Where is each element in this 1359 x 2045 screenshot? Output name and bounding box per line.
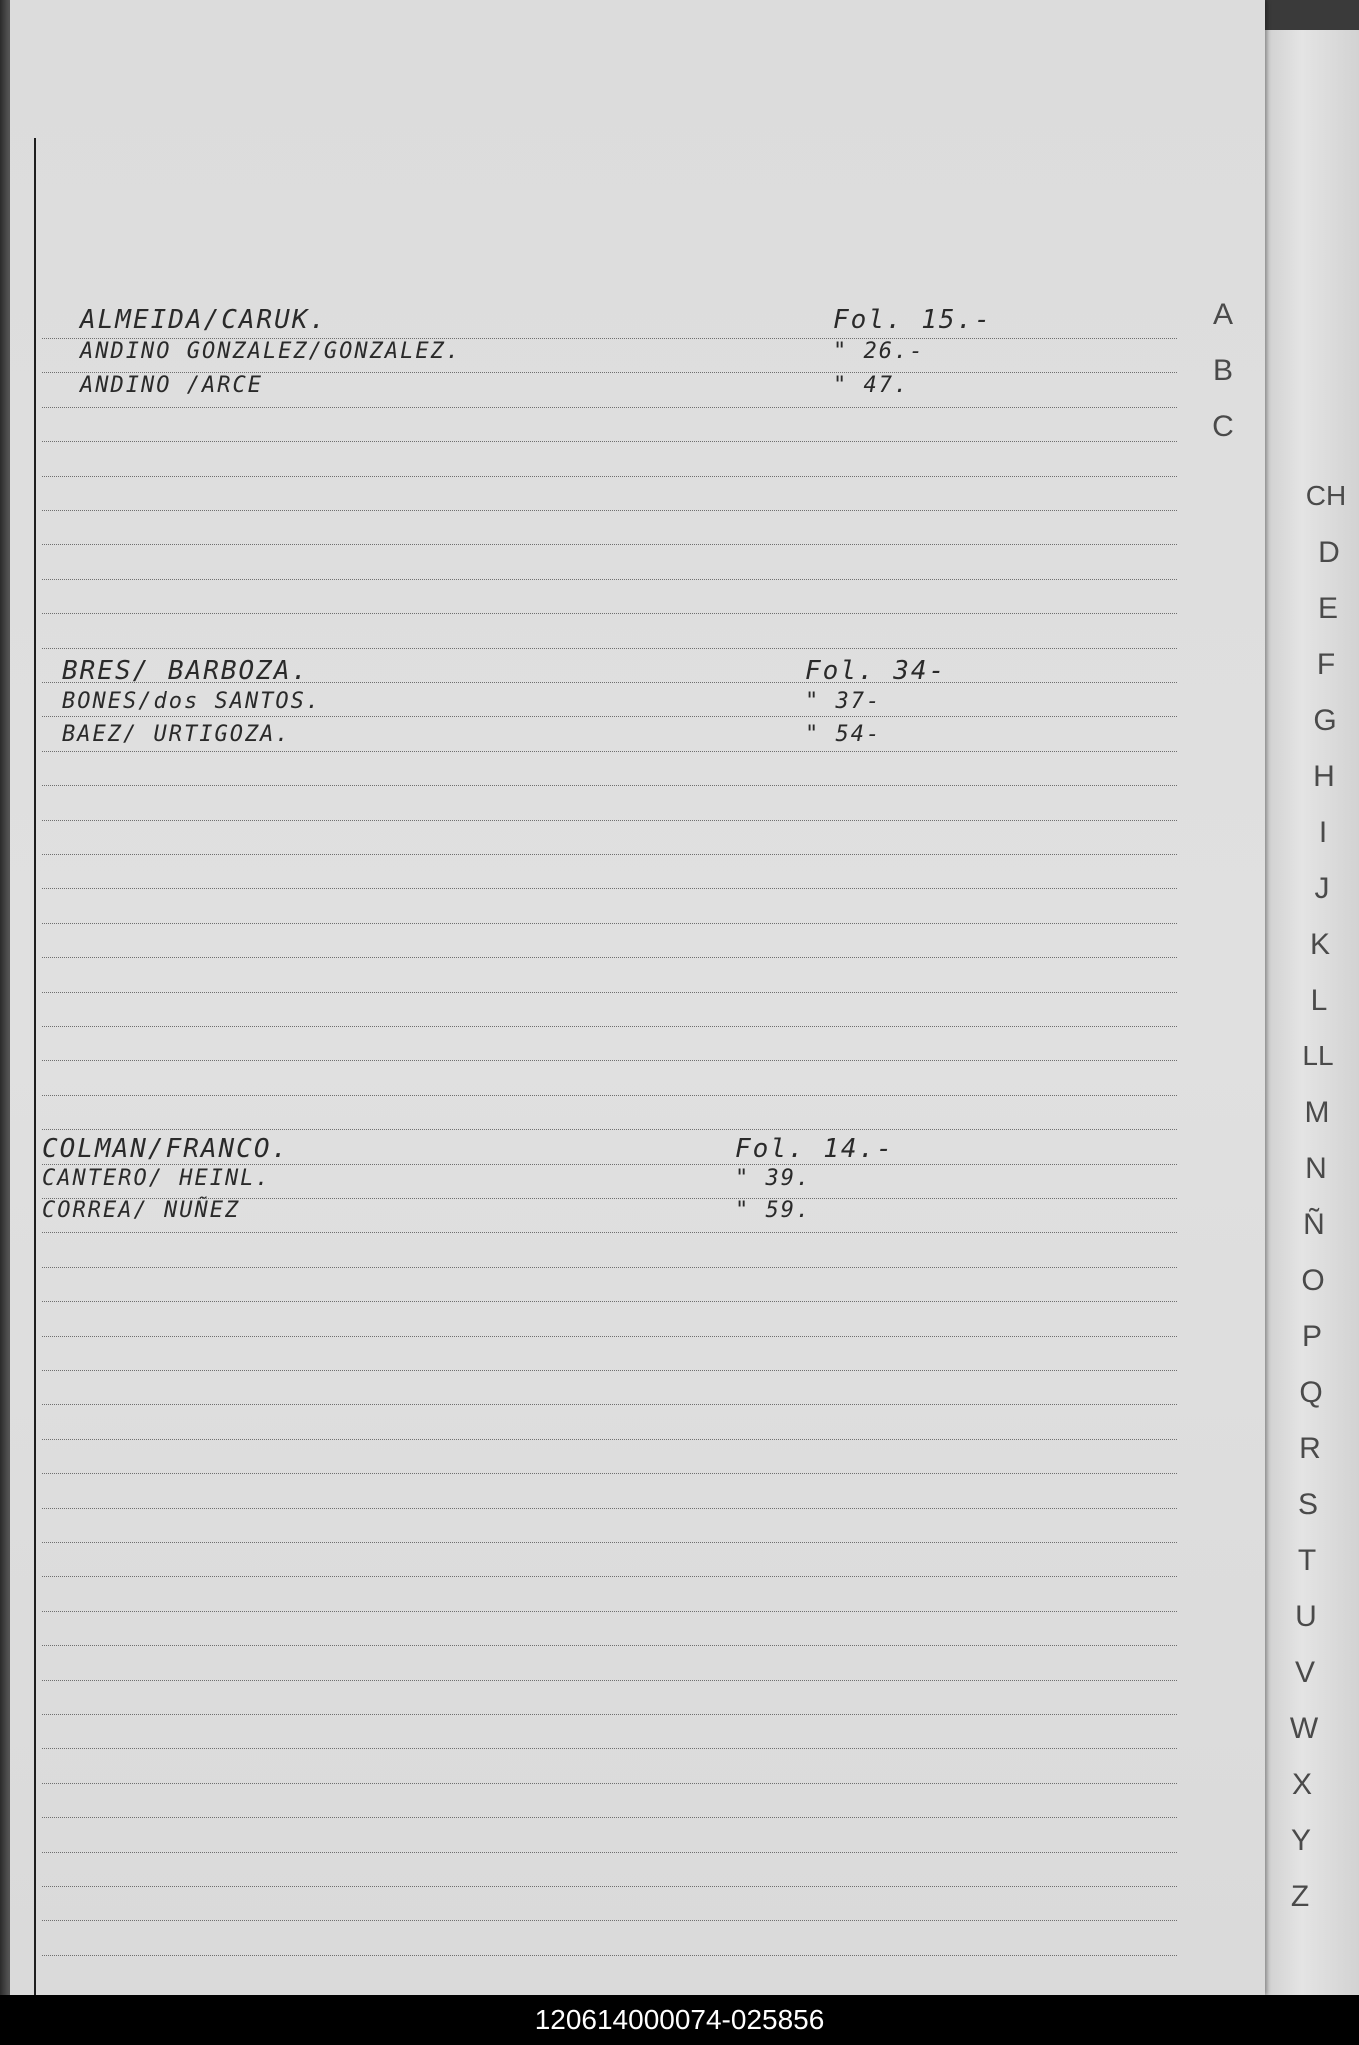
ruled-line <box>42 1920 1177 1921</box>
entry-name: CANTERO/ HEINL. <box>42 1166 271 1191</box>
entry-folio: " 26.- <box>833 339 925 364</box>
index-entry <box>10 722 1170 758</box>
entry-folio: " 54- <box>805 722 882 747</box>
tab-ch[interactable]: CH <box>1305 480 1347 511</box>
tab-j[interactable]: J <box>1314 872 1330 905</box>
tab-a[interactable]: A <box>1212 298 1233 331</box>
ruled-line <box>42 854 1177 855</box>
entry-folio: " 39. <box>735 1166 812 1191</box>
entry-name: COLMAN/FRANCO. <box>42 1134 290 1164</box>
ruled-line <box>42 1852 1177 1853</box>
ruled-line <box>42 888 1177 889</box>
entry-name: ANDINO /ARCE <box>80 373 263 398</box>
ruled-line <box>42 1026 1177 1027</box>
tab-z[interactable]: Z <box>1290 1880 1310 1913</box>
margin-line <box>34 138 36 1995</box>
tab-n[interactable]: N <box>1305 1152 1327 1185</box>
ruled-line <box>42 1714 1177 1715</box>
tab-o[interactable]: O <box>1301 1264 1325 1297</box>
ruled-line <box>42 1060 1177 1061</box>
ruled-line <box>42 648 1177 649</box>
tab-x[interactable]: X <box>1291 1768 1312 1801</box>
ruled-line <box>42 544 1177 545</box>
tab-k[interactable]: K <box>1309 928 1330 961</box>
ruled-line <box>42 1129 1177 1130</box>
tab-l[interactable]: L <box>1310 984 1328 1017</box>
ruled-line <box>42 476 1177 477</box>
tab-g[interactable]: G <box>1313 704 1337 737</box>
footer-bar <box>0 1995 1359 2045</box>
tab-e[interactable]: E <box>1317 592 1338 625</box>
ruled-line <box>42 992 1177 993</box>
ruled-line <box>42 579 1177 580</box>
ruled-line <box>42 1817 1177 1818</box>
entry-name: ALMEIDA/CARUK. <box>80 305 328 335</box>
entry-folio: Fol. 34- <box>805 656 947 686</box>
ruled-line <box>42 1955 1177 1956</box>
entry-folio: Fol. 15.- <box>833 305 992 335</box>
ruled-line <box>42 1611 1177 1612</box>
entry-name: CORREA/ NUÑEZ <box>42 1198 241 1223</box>
tab-ll[interactable]: LL <box>1302 1040 1334 1071</box>
entry-folio: " 59. <box>735 1198 812 1223</box>
index-entry <box>10 656 1170 692</box>
tab-m[interactable]: M <box>1304 1096 1330 1129</box>
ruled-line <box>42 613 1177 614</box>
ruled-line <box>42 1439 1177 1440</box>
tab-t[interactable]: T <box>1297 1544 1317 1577</box>
ruled-line <box>42 1680 1177 1681</box>
tab-u[interactable]: U <box>1295 1600 1317 1633</box>
ruled-line <box>42 1542 1177 1543</box>
tab-h[interactable]: H <box>1313 760 1335 793</box>
tab-r[interactable]: R <box>1299 1432 1321 1465</box>
ruled-line <box>42 957 1177 958</box>
tab-q[interactable]: Q <box>1299 1376 1323 1409</box>
ruled-line <box>42 1336 1177 1337</box>
tab-y[interactable]: Y <box>1290 1824 1311 1857</box>
index-entry <box>10 339 1170 375</box>
entry-name: BRES/ BARBOZA. <box>62 656 310 686</box>
ruled-line <box>42 1645 1177 1646</box>
ruled-line <box>42 1576 1177 1577</box>
tab-b[interactable]: B <box>1212 354 1233 387</box>
document-id: 120614000074-025856 <box>534 2004 825 2035</box>
entry-folio: Fol. 14.- <box>735 1134 894 1164</box>
tab-i[interactable]: I <box>1318 816 1328 849</box>
ruled-line <box>42 785 1177 786</box>
ruled-line <box>42 441 1177 442</box>
tab-f[interactable]: F <box>1316 648 1336 681</box>
ruled-line <box>42 1886 1177 1887</box>
index-entry <box>10 1166 1170 1202</box>
ruled-line <box>42 1404 1177 1405</box>
tab-ñ[interactable]: Ñ <box>1303 1208 1325 1241</box>
tab-w[interactable]: W <box>1289 1712 1319 1745</box>
ruled-line <box>42 1508 1177 1509</box>
entry-folio: " 47. <box>833 373 910 398</box>
entry-name: ANDINO GONZALEZ/GONZALEZ. <box>80 339 462 364</box>
ruled-line <box>42 1301 1177 1302</box>
tab-d[interactable]: D <box>1318 536 1340 569</box>
tab-c[interactable]: C <box>1212 410 1234 443</box>
ruled-line <box>42 1370 1177 1371</box>
ruled-line <box>42 1095 1177 1096</box>
ruled-line <box>42 1267 1177 1268</box>
ruled-line <box>42 1748 1177 1749</box>
index-entry <box>10 305 1170 341</box>
index-page <box>10 0 1265 1995</box>
entry-folio: " 37- <box>805 689 882 714</box>
entry-name: BONES/dos SANTOS. <box>62 689 322 714</box>
ruled-line <box>42 820 1177 821</box>
index-entry <box>10 1198 1170 1234</box>
tab-v[interactable]: V <box>1294 1656 1315 1689</box>
ruled-line <box>42 510 1177 511</box>
ruled-line <box>42 1473 1177 1474</box>
ruled-line <box>42 1783 1177 1784</box>
index-entry <box>10 373 1170 409</box>
entry-name: BAEZ/ URTIGOZA. <box>62 722 291 747</box>
ruled-line <box>42 923 1177 924</box>
tab-s[interactable]: S <box>1297 1488 1318 1521</box>
tab-p[interactable]: P <box>1301 1320 1322 1353</box>
index-entry <box>10 689 1170 725</box>
index-entry <box>10 1134 1170 1170</box>
